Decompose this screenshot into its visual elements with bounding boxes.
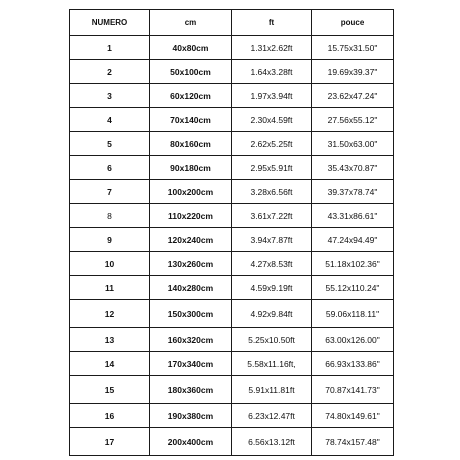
num-cell: 9 [70,228,150,252]
inch-cell: 63.00x126.00" [312,328,394,352]
ft-cell: 4.27x8.53ft [232,252,312,276]
num-cell: 15 [70,376,150,404]
inch-cell: 51.18x102.36" [312,252,394,276]
cm-cell: 200x400cm [150,428,232,456]
inch-cell: 35.43x70.87" [312,156,394,180]
inch-cell: 23.62x47.24" [312,84,394,108]
table-row [70,180,394,204]
num-cell: 5 [70,132,150,156]
ft-cell: 2.30x4.59ft [232,108,312,132]
ft-cell: 5.25x10.50ft [232,328,312,352]
ft-cell: 3.94x7.87ft [232,228,312,252]
num-cell: 16 [70,404,150,428]
table-row [70,428,394,456]
num-cell: 8 [70,204,150,228]
table-row [70,36,394,60]
cm-cell: 160x320cm [150,328,232,352]
table-row [70,108,394,132]
num-cell: 13 [70,328,150,352]
cm-cell: 170x340cm [150,352,232,376]
cm-cell: 120x240cm [150,228,232,252]
inch-cell: 66.93x133.86" [312,352,394,376]
size-conversion-table [69,9,394,456]
cm-cell: 80x160cm [150,132,232,156]
num-cell: 1 [70,36,150,60]
inch-cell: 55.12x110.24" [312,276,394,300]
inch-cell: 78.74x157.48" [312,428,394,456]
table-row [70,352,394,376]
num-cell: 17 [70,428,150,456]
inch-cell: 43.31x86.61" [312,204,394,228]
inch-cell: 70.87x141.73" [312,376,394,404]
table-row [70,376,394,404]
table-row [70,404,394,428]
table-row [70,84,394,108]
cm-cell: 110x220cm [150,204,232,228]
cm-cell: 100x200cm [150,180,232,204]
ft-cell: 4.92x9.84ft [232,300,312,328]
ft-cell: 3.28x6.56ft [232,180,312,204]
ft-cell: 6.23x12.47ft [232,404,312,428]
inch-cell: 39.37x78.74" [312,180,394,204]
inch-cell: 31.50x63.00" [312,132,394,156]
ft-cell: 2.95x5.91ft [232,156,312,180]
table-row [70,276,394,300]
table-row [70,132,394,156]
cm-cell: 180x360cm [150,376,232,404]
table-row [70,252,394,276]
ft-cell: 5.91x11.81ft [232,376,312,404]
ft-cell: 2.62x5.25ft [232,132,312,156]
inch-cell: 15.75x31.50" [312,36,394,60]
cm-cell: 190x380cm [150,404,232,428]
cm-cell: 60x120cm [150,84,232,108]
table-row [70,204,394,228]
ft-cell: 1.31x2.62ft [232,36,312,60]
cm-cell: 50x100cm [150,60,232,84]
num-cell: 12 [70,300,150,328]
ft-cell: 3.61x7.22ft [232,204,312,228]
cm-cell: 70x140cm [150,108,232,132]
table-body [70,36,394,456]
inch-cell: 74.80x149.61" [312,404,394,428]
header-row [70,10,394,36]
table-row [70,328,394,352]
header-cm: cm [150,10,232,36]
ft-cell: 1.97x3.94ft [232,84,312,108]
inch-cell: 27.56x55.12" [312,108,394,132]
num-cell: 2 [70,60,150,84]
ft-cell: 4.59x9.19ft [232,276,312,300]
ft-cell: 5.58x11.16ft, [232,352,312,376]
num-cell: 11 [70,276,150,300]
inch-cell: 47.24x94.49" [312,228,394,252]
ft-cell: 1.64x3.28ft [232,60,312,84]
table-row [70,60,394,84]
cm-cell: 140x280cm [150,276,232,300]
cm-cell: 40x80cm [150,36,232,60]
num-cell: 7 [70,180,150,204]
cm-cell: 130x260cm [150,252,232,276]
header-ft: ft [232,10,312,36]
table-row [70,156,394,180]
ft-cell: 6.56x13.12ft [232,428,312,456]
inch-cell: 19.69x39.37" [312,60,394,84]
num-cell: 4 [70,108,150,132]
num-cell: 3 [70,84,150,108]
table-row [70,228,394,252]
num-cell: 14 [70,352,150,376]
num-cell: 10 [70,252,150,276]
table-header [70,10,394,36]
cm-cell: 150x300cm [150,300,232,328]
inch-cell: 59.06x118.11" [312,300,394,328]
table-row [70,300,394,328]
header-pouce: pouce [312,10,394,36]
cm-cell: 90x180cm [150,156,232,180]
num-cell: 6 [70,156,150,180]
header-numero: NUMERO [70,10,150,36]
